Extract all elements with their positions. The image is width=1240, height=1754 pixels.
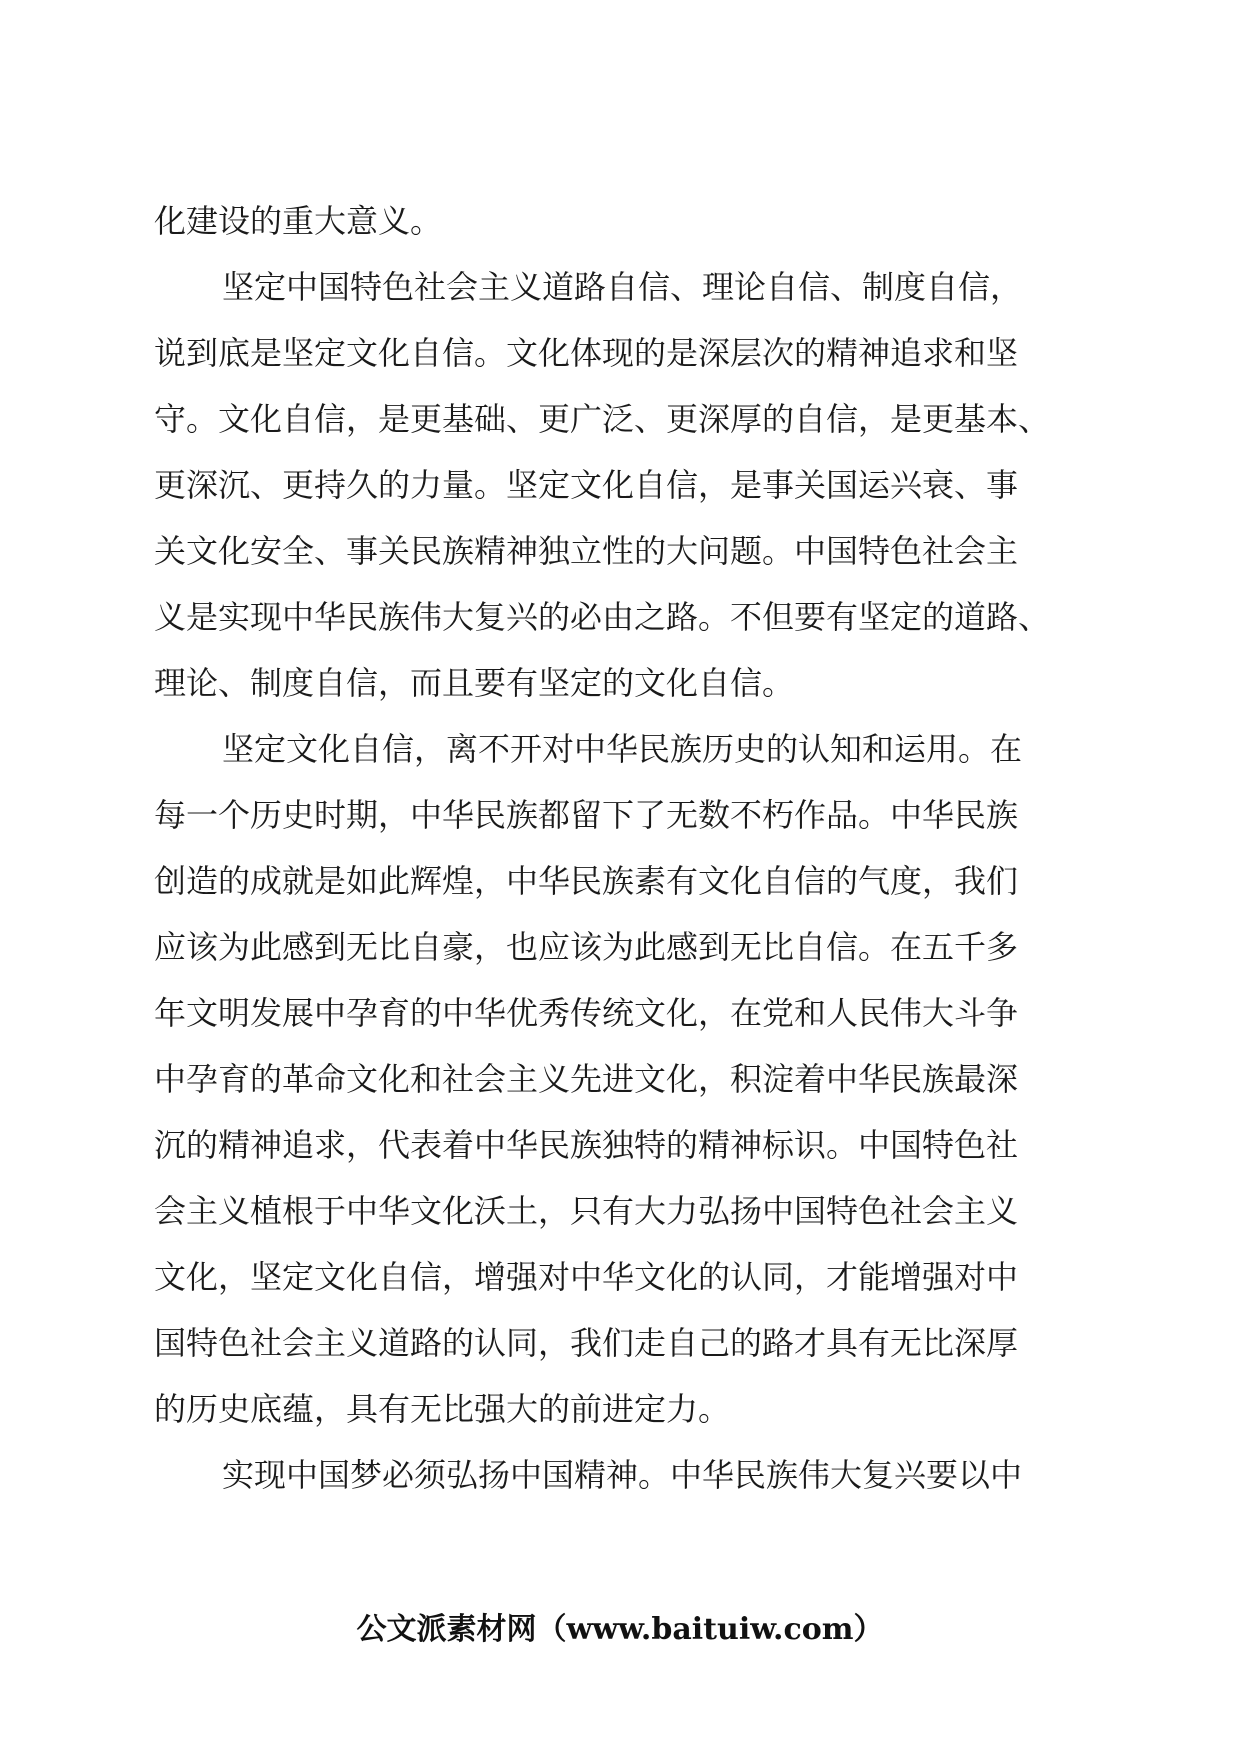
text-line: 关文化安全、事关民族精神独立性的大问题。中国特色社会主 — [154, 532, 1019, 570]
paragraph-2 — [154, 254, 1114, 716]
text-line: 沉的精神追求，代表着中华民族独特的精神标识。中国特色社 — [154, 1126, 1019, 1164]
text-line: 会主义植根于中华文化沃土，只有大力弘扬中国特色社会主义 — [154, 1192, 1019, 1230]
text-line: 义是实现中华民族伟大复兴的必由之路。不但要有坚定的道路、 — [154, 598, 1051, 636]
paragraph-3 — [154, 716, 1114, 1442]
text-line: 守。文化自信，是更基础、更广泛、更深厚的自信，是更基本、 — [154, 400, 1051, 438]
document-body — [154, 188, 1114, 1508]
text-line: 坚定文化自信，离不开对中华民族历史的认知和运用。在 — [222, 730, 1023, 768]
text-line: 化建设的重大意义。 — [154, 202, 443, 240]
text-line: 更深沉、更持久的力量。坚定文化自信，是事关国运兴衰、事 — [154, 466, 1019, 504]
paragraph-4 — [154, 1442, 1114, 1508]
text-line: 理论、制度自信，而且要有坚定的文化自信。 — [154, 664, 795, 702]
text-line: 每一个历史时期，中华民族都留下了无数不朽作品。中华民族 — [154, 796, 1019, 834]
text-line: 创造的成就是如此辉煌，中华民族素有文化自信的气度，我们 — [154, 862, 1019, 900]
text-line: 说到底是坚定文化自信。文化体现的是深层次的精神追求和坚 — [154, 334, 1019, 372]
page-footer: 公文派素材网（www.baituiw.com） — [356, 1612, 884, 1647]
text-line: 坚定中国特色社会主义道路自信、理论自信、制度自信， — [222, 268, 1023, 306]
text-line: 中孕育的革命文化和社会主义先进文化，积淀着中华民族最深 — [154, 1060, 1019, 1098]
paragraph-1 — [154, 188, 1114, 254]
text-line: 的历史底蕴，具有无比强大的前进定力。 — [154, 1390, 731, 1428]
text-line: 实现中国梦必须弘扬中国精神。中华民族伟大复兴要以中 — [222, 1456, 1023, 1494]
text-line: 应该为此感到无比自豪，也应该为此感到无比自信。在五千多 — [154, 928, 1019, 966]
text-line: 国特色社会主义道路的认同，我们走自己的路才具有无比深厚 — [154, 1324, 1019, 1362]
text-line: 年文明发展中孕育的中华优秀传统文化，在党和人民伟大斗争 — [154, 994, 1019, 1032]
text-line: 文化，坚定文化自信，增强对中华文化的认同，才能增强对中 — [154, 1258, 1019, 1296]
